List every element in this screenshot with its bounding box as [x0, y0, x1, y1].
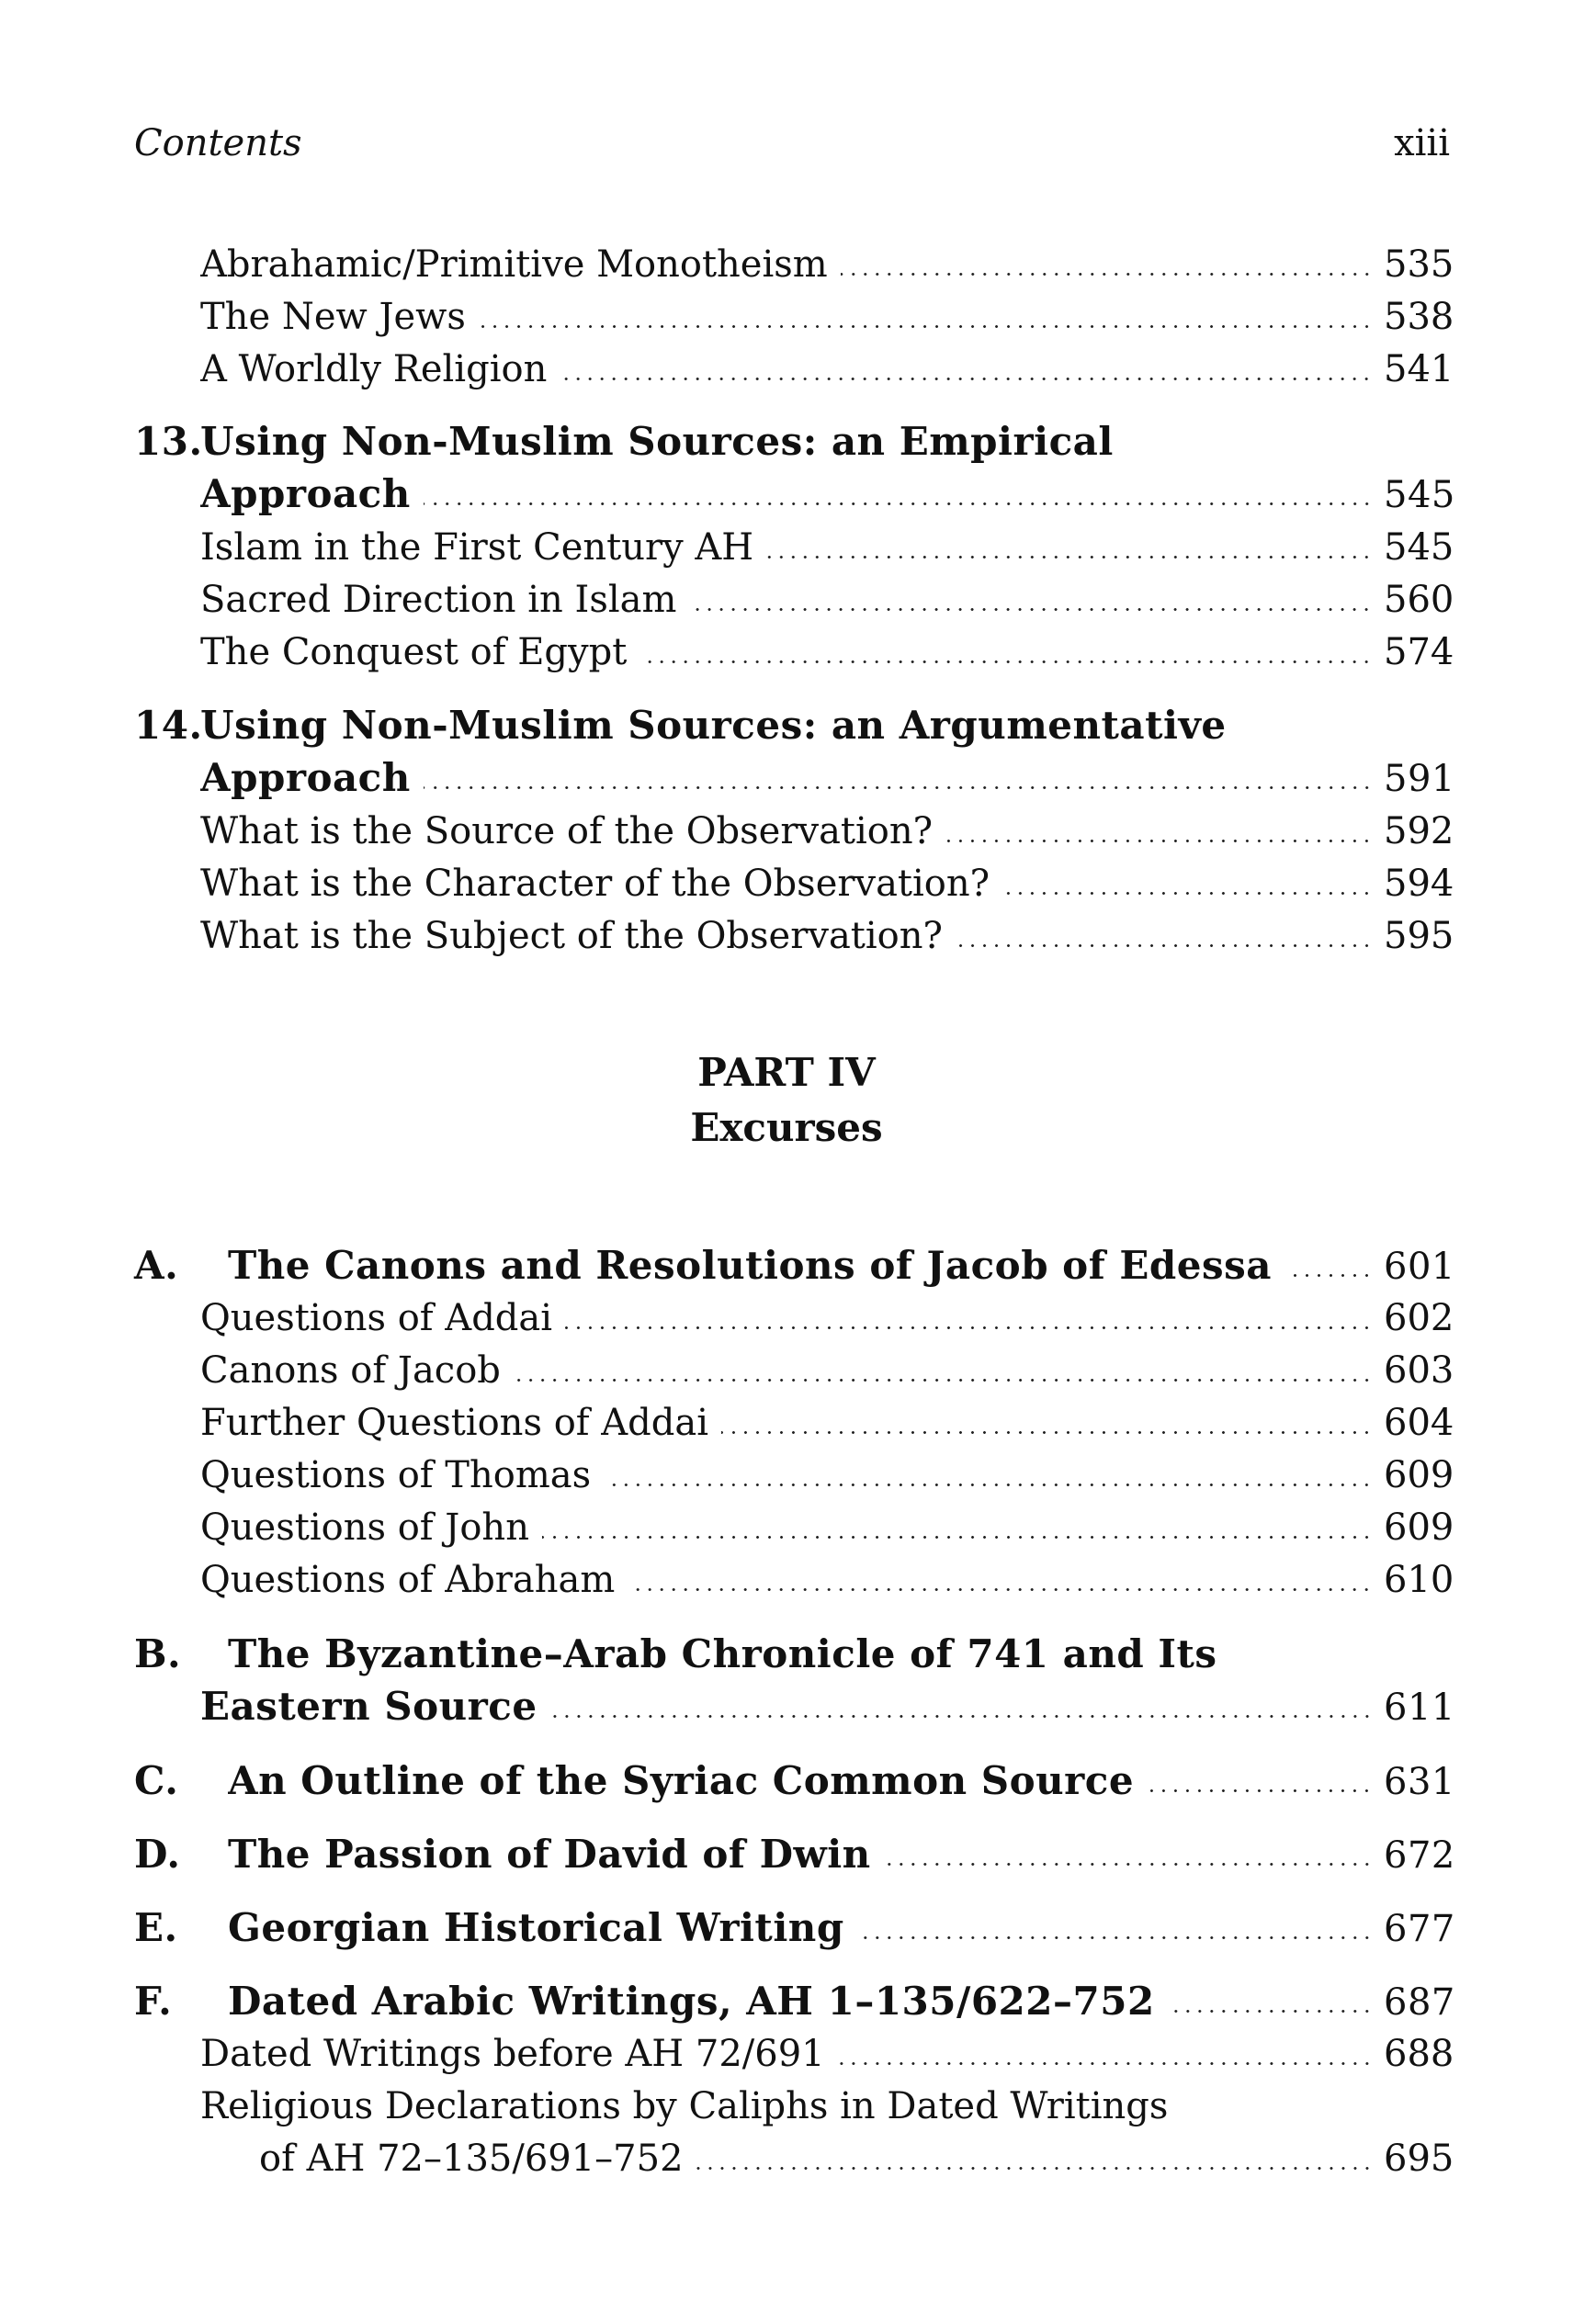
running-head-title: Contents — [134, 122, 302, 164]
chapter-14-heading-line2[interactable] — [200, 754, 1455, 802]
excursus-d-heading[interactable] — [134, 1831, 1455, 1878]
toc-entry-page: 688 — [1384, 2033, 1454, 2075]
dot-leader — [956, 912, 1373, 960]
chapter-page: 545 — [1384, 474, 1455, 516]
excursus-f-heading[interactable] — [134, 1978, 1455, 2025]
excursus-page: 677 — [1384, 1908, 1455, 1950]
excursus-letter: A. — [134, 1243, 179, 1288]
excursus-title: Georgian Historical Writing — [228, 1905, 844, 1950]
excursus-letter: B. — [134, 1631, 182, 1676]
toc-entry-title: Abrahamic/Primitive Monotheism — [200, 243, 828, 286]
toc-entry-page: 604 — [1384, 1402, 1454, 1444]
dot-leader — [542, 1504, 1373, 1551]
toc-entry[interactable] — [200, 860, 1454, 908]
toc-entry[interactable] — [200, 1451, 1454, 1499]
chapter-number: 14. — [134, 703, 203, 748]
toc-entry-page: 603 — [1384, 1349, 1454, 1392]
toc-entry[interactable] — [200, 576, 1454, 624]
toc-entry[interactable] — [200, 241, 1454, 288]
toc-entry[interactable] — [200, 293, 1454, 341]
excursus-page: 672 — [1384, 1834, 1455, 1877]
excursus-page: 601 — [1384, 1246, 1455, 1288]
toc-entry-page: 610 — [1384, 1559, 1454, 1601]
excursus-letter: C. — [134, 1758, 179, 1803]
dot-leader — [1002, 860, 1373, 908]
excursus-title: An Outline of the Syriac Common Source — [228, 1758, 1135, 1803]
dot-leader — [479, 293, 1373, 341]
toc-entry-page: 574 — [1384, 631, 1454, 673]
dot-leader — [1147, 1757, 1373, 1805]
toc-entry-title: Canons of Jacob — [200, 1349, 501, 1392]
toc-entry[interactable] — [200, 1347, 1454, 1394]
chapter-13-heading-line2[interactable] — [200, 470, 1455, 518]
chapter-title-line1: Using Non-Muslim Sources: an Empirical — [200, 419, 1114, 464]
toc-entry[interactable] — [200, 807, 1454, 855]
chapter-title-line2: Approach — [200, 755, 411, 800]
toc-entry[interactable] — [200, 628, 1454, 676]
toc-entry[interactable] — [200, 1556, 1454, 1604]
toc-entry-title: Further Questions of Addai — [200, 1402, 709, 1444]
toc-entry-title: Questions of Addai — [200, 1297, 553, 1339]
toc-entry-page: 602 — [1384, 1297, 1454, 1339]
toc-entry-title: Sacred Direction in Islam — [200, 579, 677, 621]
excursus-letter: E. — [134, 1905, 178, 1950]
excursus-letter: F. — [134, 1979, 173, 2024]
dot-leader — [560, 345, 1373, 393]
excursus-letter: D. — [134, 1832, 181, 1877]
toc-entry[interactable] — [200, 524, 1454, 571]
toc-entry[interactable] — [200, 345, 1454, 393]
dot-leader — [1168, 1978, 1373, 2025]
toc-entry[interactable] — [200, 1294, 1454, 1342]
dot-leader — [945, 807, 1373, 855]
dot-leader — [604, 1451, 1373, 1499]
toc-entry-title: What is the Subject of the Observation? — [200, 915, 943, 957]
toc-entry-page: 609 — [1384, 1454, 1454, 1496]
chapter-number: 13. — [134, 419, 203, 464]
part-label: PART IV — [697, 1050, 876, 1095]
excursus-page: 687 — [1384, 1981, 1455, 2024]
dot-leader — [689, 576, 1373, 624]
toc-entry[interactable] — [200, 1504, 1454, 1551]
excursus-a-heading[interactable] — [134, 1242, 1455, 1290]
toc-entry-page: 695 — [1384, 2138, 1454, 2180]
running-head — [134, 122, 1450, 177]
dot-leader — [766, 524, 1373, 571]
toc-entry-title-cont: of AH 72–135/691–752 — [259, 2138, 684, 2180]
toc-entry-line1[interactable] — [200, 2082, 1450, 2130]
excursus-title-line1: The Byzantine–Arab Chronicle of 741 and Its — [228, 1631, 1217, 1676]
dot-leader — [721, 1399, 1373, 1447]
dot-leader — [838, 2030, 1373, 2078]
toc-entry-title: Questions of Abraham — [200, 1559, 616, 1601]
toc-entry-line2[interactable] — [259, 2135, 1454, 2183]
dot-leader — [696, 2135, 1373, 2183]
excursus-c-heading[interactable] — [134, 1757, 1455, 1805]
dot-leader — [857, 1904, 1373, 1952]
toc-entry[interactable] — [200, 1399, 1454, 1447]
dot-leader — [424, 470, 1373, 518]
toc-entry-title: Religious Declarations by Caliphs in Dated Writings — [200, 2085, 1169, 2127]
dot-leader — [424, 754, 1373, 802]
excursus-title: The Passion of David of Dwin — [228, 1832, 871, 1877]
toc-entry-page: 594 — [1384, 863, 1454, 905]
excursus-b-heading[interactable] — [134, 1630, 1450, 1678]
excursus-page: 631 — [1384, 1761, 1455, 1803]
toc-entry-title: What is the Source of the Observation? — [200, 810, 934, 852]
dot-leader — [514, 1347, 1373, 1394]
chapter-title-line2: Approach — [200, 471, 411, 516]
chapter-13-heading[interactable] — [134, 418, 1450, 466]
toc-entry-title: The Conquest of Egypt — [200, 631, 628, 673]
dot-leader — [884, 1831, 1373, 1878]
dot-leader — [550, 1683, 1373, 1731]
running-head-page-number: xiii — [1394, 122, 1450, 164]
toc-entry-title: Questions of Thomas — [200, 1454, 592, 1496]
excursus-e-heading[interactable] — [134, 1904, 1455, 1952]
toc-entry-page: 609 — [1384, 1506, 1454, 1549]
toc-entry-title: The New Jews — [200, 296, 466, 338]
toc-entry-title: Questions of John — [200, 1506, 529, 1549]
toc-entry-title: Dated Writings before AH 72/691 — [200, 2033, 825, 2075]
toc-entry-page: 595 — [1384, 915, 1454, 957]
toc-entry-title: A Worldly Religion — [200, 348, 548, 390]
dot-leader — [565, 1294, 1373, 1342]
dot-leader — [1284, 1242, 1373, 1290]
toc-entry[interactable] — [200, 912, 1454, 960]
toc-entry-title: Islam in the First Century AH — [200, 526, 754, 569]
toc-entry-title: What is the Character of the Observation? — [200, 863, 990, 905]
chapter-14-heading[interactable] — [134, 702, 1450, 750]
toc-entry[interactable] — [200, 2030, 1454, 2078]
dot-leader — [639, 628, 1373, 676]
toc-entry-page: 538 — [1384, 296, 1454, 338]
chapter-page: 591 — [1384, 758, 1455, 800]
excursus-title-line2: Eastern Source — [200, 1684, 538, 1729]
toc-entry-page: 535 — [1384, 243, 1454, 286]
toc-entry-page: 541 — [1384, 348, 1454, 390]
dot-leader — [628, 1556, 1373, 1604]
excursus-b-heading-line2[interactable] — [200, 1683, 1455, 1731]
excursus-title: The Canons and Resolutions of Jacob of Edessa — [228, 1243, 1272, 1288]
excursus-title: Dated Arabic Writings, AH 1–135/622–752 — [228, 1979, 1155, 2024]
toc-entry-page: 545 — [1384, 526, 1454, 569]
toc-entry-page: 560 — [1384, 579, 1454, 621]
chapter-title-line1: Using Non-Muslim Sources: an Argumentative — [200, 703, 1227, 748]
excursus-page: 611 — [1384, 1687, 1455, 1729]
dot-leader — [841, 241, 1373, 288]
toc-entry-page: 592 — [1384, 810, 1454, 852]
part-title: Excurses — [690, 1105, 883, 1150]
